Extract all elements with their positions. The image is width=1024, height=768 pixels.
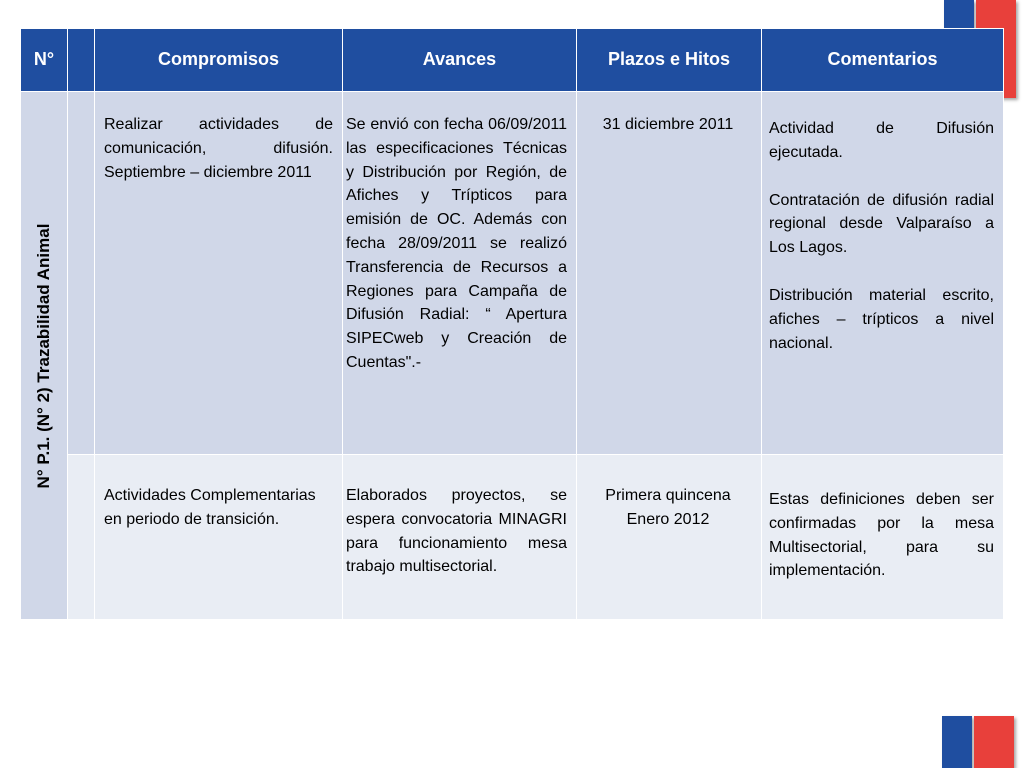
plazo-cell xyxy=(577,455,762,620)
comentarios-list xyxy=(763,93,1002,355)
header-plazos: Plazos e Hitos xyxy=(577,29,762,92)
comentario-item: Actividad de Difusión ejecutada. xyxy=(769,120,994,161)
table-row xyxy=(21,92,1004,455)
plazo-text: 31 diciembre 2011 xyxy=(602,116,734,133)
avance-cell xyxy=(343,455,577,620)
avance-text: Elaborados proyectos, se espera convocatoria MINAGRI para funcionamiento mesa trabajo multisectorial. xyxy=(346,487,567,576)
plazo-cell xyxy=(577,92,762,455)
compromiso-text: Realizar actividades de comunicación, difusión. Septiembre – diciembre 2011 xyxy=(104,116,333,181)
header-comentarios: Comentarios xyxy=(762,29,1004,92)
avance-cell xyxy=(343,92,577,455)
row-group-cell xyxy=(21,92,68,620)
plazo-text: Primera quincena Enero 2012 xyxy=(605,487,731,528)
comentario-item: Contratación de difusión radial regional desde Valparaíso a Los Lagos. xyxy=(769,191,994,257)
commitments-table xyxy=(20,28,1004,620)
table-header-row xyxy=(21,29,1004,92)
avance-text: Se envió con fecha 06/09/2011 las especificaciones Técnicas y Distribución por Región, de Afiches y Trípticos para emisión de OC. Además con fecha 28/09/2011 se realizó Transferencia de Recursos a Regiones para Campaña de Difusión Radial: “ Apertura SIPECweb y Creación de Cuentas".- xyxy=(346,116,567,371)
spacer-cell xyxy=(68,455,95,620)
corner-decoration-bottom xyxy=(940,716,1024,768)
compromiso-text: Actividades Complementarias en periodo de transición. xyxy=(104,487,316,528)
compromiso-cell xyxy=(95,92,343,455)
row-group-label: N° P.1. (N° 2) Trazabilidad Animal xyxy=(34,223,54,488)
spacer-cell xyxy=(68,92,95,455)
comentario-item: Estas definiciones deben ser confirmadas por la mesa Multisectorial, para su implementación. xyxy=(769,491,994,580)
table-row xyxy=(21,455,1004,620)
header-compromisos: Compromisos xyxy=(95,29,343,92)
header-number: N° xyxy=(21,29,68,92)
comentarios-list xyxy=(763,456,1002,583)
compromiso-cell xyxy=(95,455,343,620)
header-spacer xyxy=(68,29,95,92)
red-bar xyxy=(974,716,1014,768)
blue-bar xyxy=(942,716,972,768)
comentarios-cell xyxy=(762,92,1004,455)
header-avances: Avances xyxy=(343,29,577,92)
comentarios-cell xyxy=(762,455,1004,620)
comentario-item: Distribución material escrito, afiches – trípticos a nivel nacional. xyxy=(769,286,994,352)
